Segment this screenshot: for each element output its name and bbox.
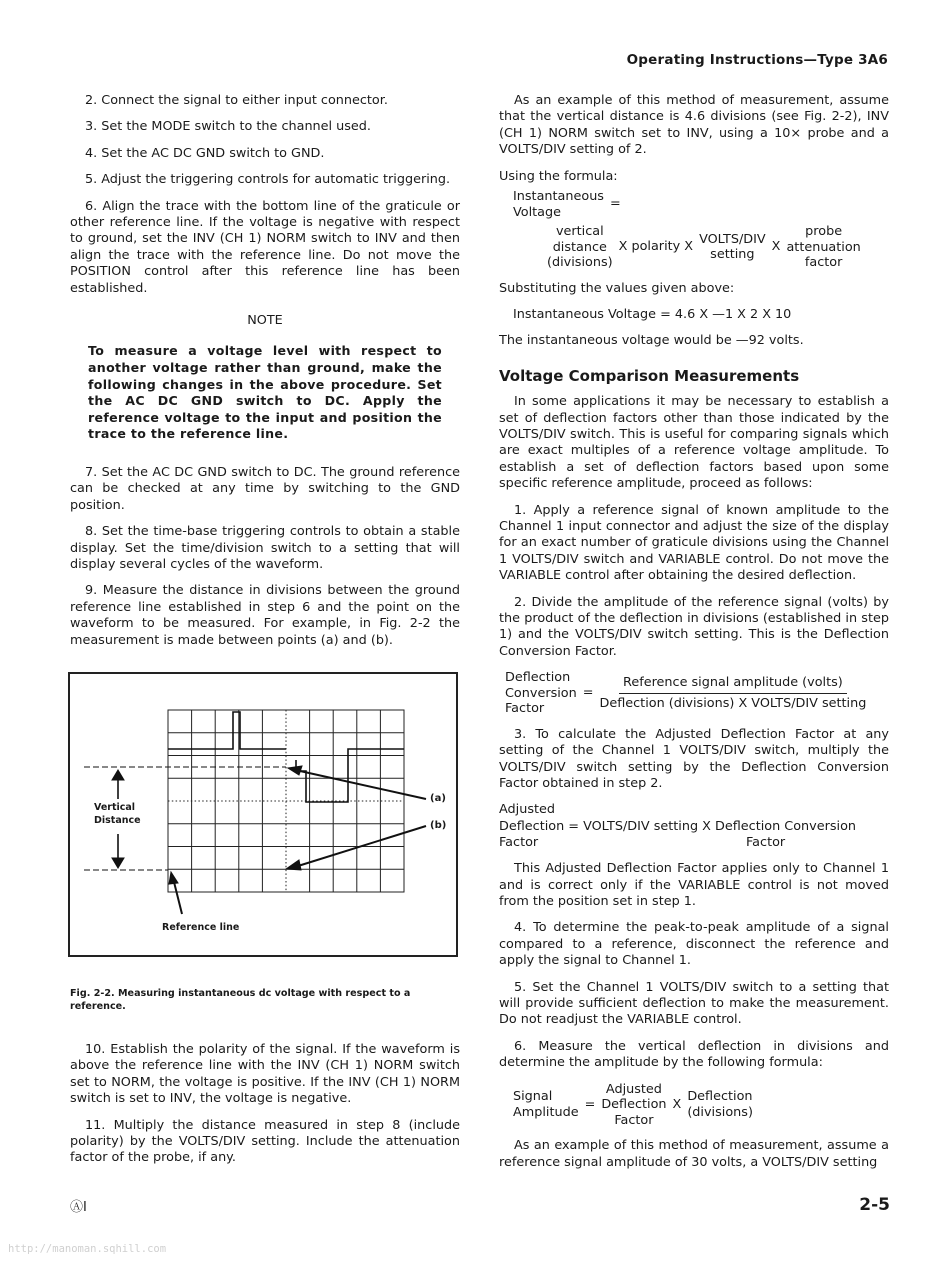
comparison-step-4: 4. To determine the peak-to-peak amplitude of a signal compared to a reference, disconnect the reference and apply the signal to Channel 1. (499, 920, 889, 969)
f3-equals: = (582, 685, 594, 701)
f3-lhs-1: Deflection (505, 670, 571, 686)
substituting: Substituting the values given above: (499, 280, 735, 296)
formula-substituted: Instantaneous Voltage = 4.6 X —1 X 2 X 10 (513, 306, 792, 322)
using-formula: Using the formula: (499, 168, 618, 184)
f5-b1: Deflection (687, 1089, 753, 1105)
label-reference-line: Reference line (162, 922, 240, 933)
f4-line-3a: Factor (499, 835, 539, 851)
comparison-step-2: 2. Divide the amplitude of the reference signal (volts) by the product of the deflection in divisions (established in step 1) and the VOLTS/DIV switch setting. This is the Deflection Conversion Factor. (499, 594, 889, 659)
f1-c1: probe (805, 224, 843, 240)
formula-conversion-factor (505, 670, 889, 717)
step-3: 3. Set the MODE switch to the channel used. (85, 119, 371, 135)
f5-a3: Factor (614, 1112, 654, 1128)
label-a: (a) (430, 793, 446, 804)
step-5: 5. Adjust the triggering controls for automatic triggering. (85, 172, 451, 188)
f1-lhs-1: Instantaneous (513, 189, 604, 205)
f5-equals: = (584, 1096, 596, 1112)
f3-numerator: Reference signal amplitude (volts) (619, 675, 847, 694)
watermark: http://manoman.sqhill.com (8, 1243, 167, 1255)
f5-x: X (672, 1096, 682, 1112)
formula-instantaneous-voltage (513, 189, 889, 271)
f1-a3: (divisions) (547, 255, 613, 271)
step-7: 7. Set the AC DC GND switch to DC. The ground reference can be checked at any time by switching to the GND position. (70, 465, 460, 513)
footer-mark: ⒶⅠ (70, 1200, 87, 1215)
f5-lhs-1: Signal (513, 1089, 553, 1105)
reference-line-arrow (169, 872, 182, 914)
step-4: 4. Set the AC DC GND switch to GND. (85, 145, 325, 161)
comparison-step-3: 3. To calculate the Adjusted Deflection Factor at any setting of the Channel 1 VOLTS/DIV switch, multiply the VOLTS/DIV switch setting by the Deflection Conversion Factor obtained in step 2. (499, 726, 889, 791)
f1-x1: X polarity X (618, 239, 694, 255)
f5-lhs-2: Amplitude (513, 1104, 579, 1120)
f3-lhs-3: Factor (505, 701, 545, 717)
final-example: As an example of this method of measurement, assume a reference signal amplitude of 30 volts, a VOLTS/DIV setting (499, 1138, 889, 1170)
f1-c3: factor (804, 255, 843, 271)
running-header: Operating Instructions—Type 3A6 (626, 52, 888, 68)
note-text: To measure a voltage level with respect to another voltage rather than ground, make the following changes in the above procedure. Set the AC DC GND switch to DC. Apply the reference voltage to the input and position the trace to the reference line. (88, 343, 442, 442)
left-column (70, 93, 460, 659)
step-8: 8. Set the time-base triggering controls to obtain a stable display. Set the time/division switch to a setting that will display several cycles of the waveform. (70, 524, 460, 573)
f3-lhs-2: Conversion (505, 685, 577, 701)
f1-b1: VOLTS/DIV (699, 231, 766, 247)
label-b: (b) (430, 820, 447, 831)
graticule-grid (168, 710, 404, 892)
right-column (499, 93, 889, 1181)
page-number: 2-5 (859, 1195, 890, 1215)
step-2: 2. Connect the signal to either input connector. (85, 93, 388, 108)
label-vertical: Vertical (94, 802, 136, 813)
arrow-b (286, 826, 426, 870)
f4-line-1: Adjusted (499, 802, 555, 818)
f3-denominator: Deflection (divisions) X VOLTS/DIV setting (599, 696, 867, 711)
f1-equals: = (609, 196, 621, 212)
formula-adjusted-deflection (499, 802, 889, 851)
f4-line-2: Deflection = VOLTS/DIV setting X Deflection Conversion (499, 818, 857, 834)
f1-c2: attenuation (786, 239, 861, 255)
f1-b2: setting (710, 247, 755, 263)
figure-caption: Fig. 2-2. Measuring instantaneous dc voltage with respect to a reference. (70, 988, 411, 1012)
f5-a1: Adjusted (605, 1081, 662, 1097)
f5-b2: (divisions) (687, 1104, 753, 1120)
comparison-step-1: 1. Apply a reference signal of known amplitude to the Channel 1 input connector and adjust the size of the display for an exact number of graticule divisions using the Channel 1 VOLTS/DIV switch and VARIABLE control. Do not move the VARIABLE control after obtaining the desired deflection. (499, 502, 889, 584)
f1-lhs-2: Voltage (513, 204, 562, 220)
f4-line-3b: Factor (746, 835, 786, 851)
f1-x2: X (771, 239, 781, 255)
step-11: 11. Multiply the distance measured in step 8 (include polarity) by the VOLTS/DIV setting. Include the attenuation factor of the probe, if any. (70, 1117, 460, 1166)
f1-a1: vertical (555, 224, 604, 240)
step-9: 9. Measure the distance in divisions between the ground reference line established in step 6 and the point on the waveform to be measured. For example, in Fig. 2-2 the measurement is made between points (a) and (b). (70, 583, 460, 648)
adjusted-factor-note: This Adjusted Deflection Factor applies only to Channel 1 and is correct only if the VARIABLE control is not moved from the position set in step 1. (499, 861, 889, 909)
comparison-step-6: 6. Measure the vertical deflection in divisions and determine the amplitude by the following formula: (499, 1038, 889, 1071)
step-6: 6. Align the trace with the bottom line of the graticule or other reference line. If the voltage is negative with respect to ground, set the INV (CH 1) NORM switch to INV and then align the trace with the reference line. Do not move the POSITION control after this reference line has been established. (70, 198, 460, 296)
section-heading: Voltage Comparison Measurements (499, 366, 800, 385)
comparison-intro: In some applications it may be necessary to establish a set of deflection factors other than those indicated by the VOLTS/DIV switch. This is useful for comparing signals which are exact multiples of a reference voltage amplitude. To establish a set of deflection factors based upon some specific reference amplitude, proceed as follows: (499, 394, 889, 492)
result-statement: The instantaneous voltage would be —92 volts. (499, 333, 804, 349)
figure-2-2 (68, 672, 458, 957)
note-title: NOTE (247, 313, 283, 329)
label-distance: Distance (94, 815, 141, 826)
comparison-step-5: 5. Set the Channel 1 VOLTS/DIV switch to a setting that will provide sufficient deflection to make the measurement. Do not readjust the VARIABLE control. (499, 979, 889, 1028)
example-paragraph: As an example of this method of measurement, assume that the vertical distance is 4.6 divisions (see Fig. 2-2), INV (CH 1) NORM switch set to INV, using a 10× probe and a VOLTS/DIV setting of 2. (499, 93, 889, 158)
left-column-bottom (70, 1042, 460, 1177)
f1-a2: distance (552, 239, 607, 255)
f5-a2: Deflection (601, 1097, 667, 1113)
step-10: 10. Establish the polarity of the signal. If the waveform is above the reference line with the INV (CH 1) NORM switch set to NORM, the voltage is positive. If the INV (CH 1) NORM switch is set to INV, the voltage is negative. (70, 1042, 460, 1107)
formula-signal-amplitude (513, 1082, 889, 1129)
